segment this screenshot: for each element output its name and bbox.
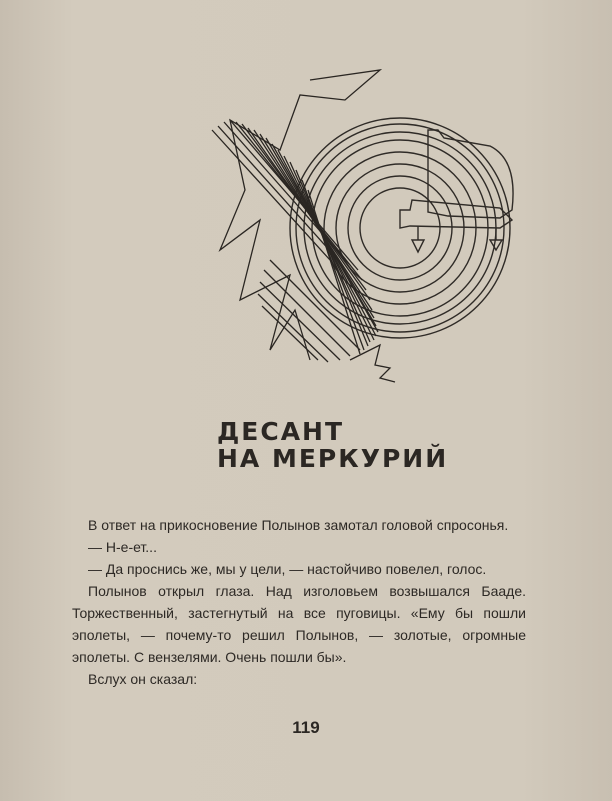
body-text [72,514,526,690]
machine-part [400,130,513,252]
abstract-illustration [200,60,530,400]
paragraph: Полынов открыл глаза. Над изголовьем возвышался Бааде. Торжественный, застегнутый на все пуговицы. «Ему бы пошли эполеты, — почему-то решил Полынов, — золотые, огромные эполеты. С вензелями. Очень пошли бы». [72,583,526,665]
paragraph: — Да проснись же, мы у цели, — настойчиво повелел, голос. [88,561,487,577]
paragraph: В ответ на прикосновение Полынов замотал головой спросонья. [88,517,509,533]
chapter-title-line-1: ДЕСАНТ [217,417,345,446]
chapter-title-line-2: НА МЕРКУРИЙ [217,444,449,473]
paragraph: Вслух он сказал: [88,671,198,687]
page-number: 119 [292,718,320,737]
paragraph: — Н-е-ет... [88,539,157,555]
hatching [212,120,378,362]
chapter-title [217,418,448,472]
